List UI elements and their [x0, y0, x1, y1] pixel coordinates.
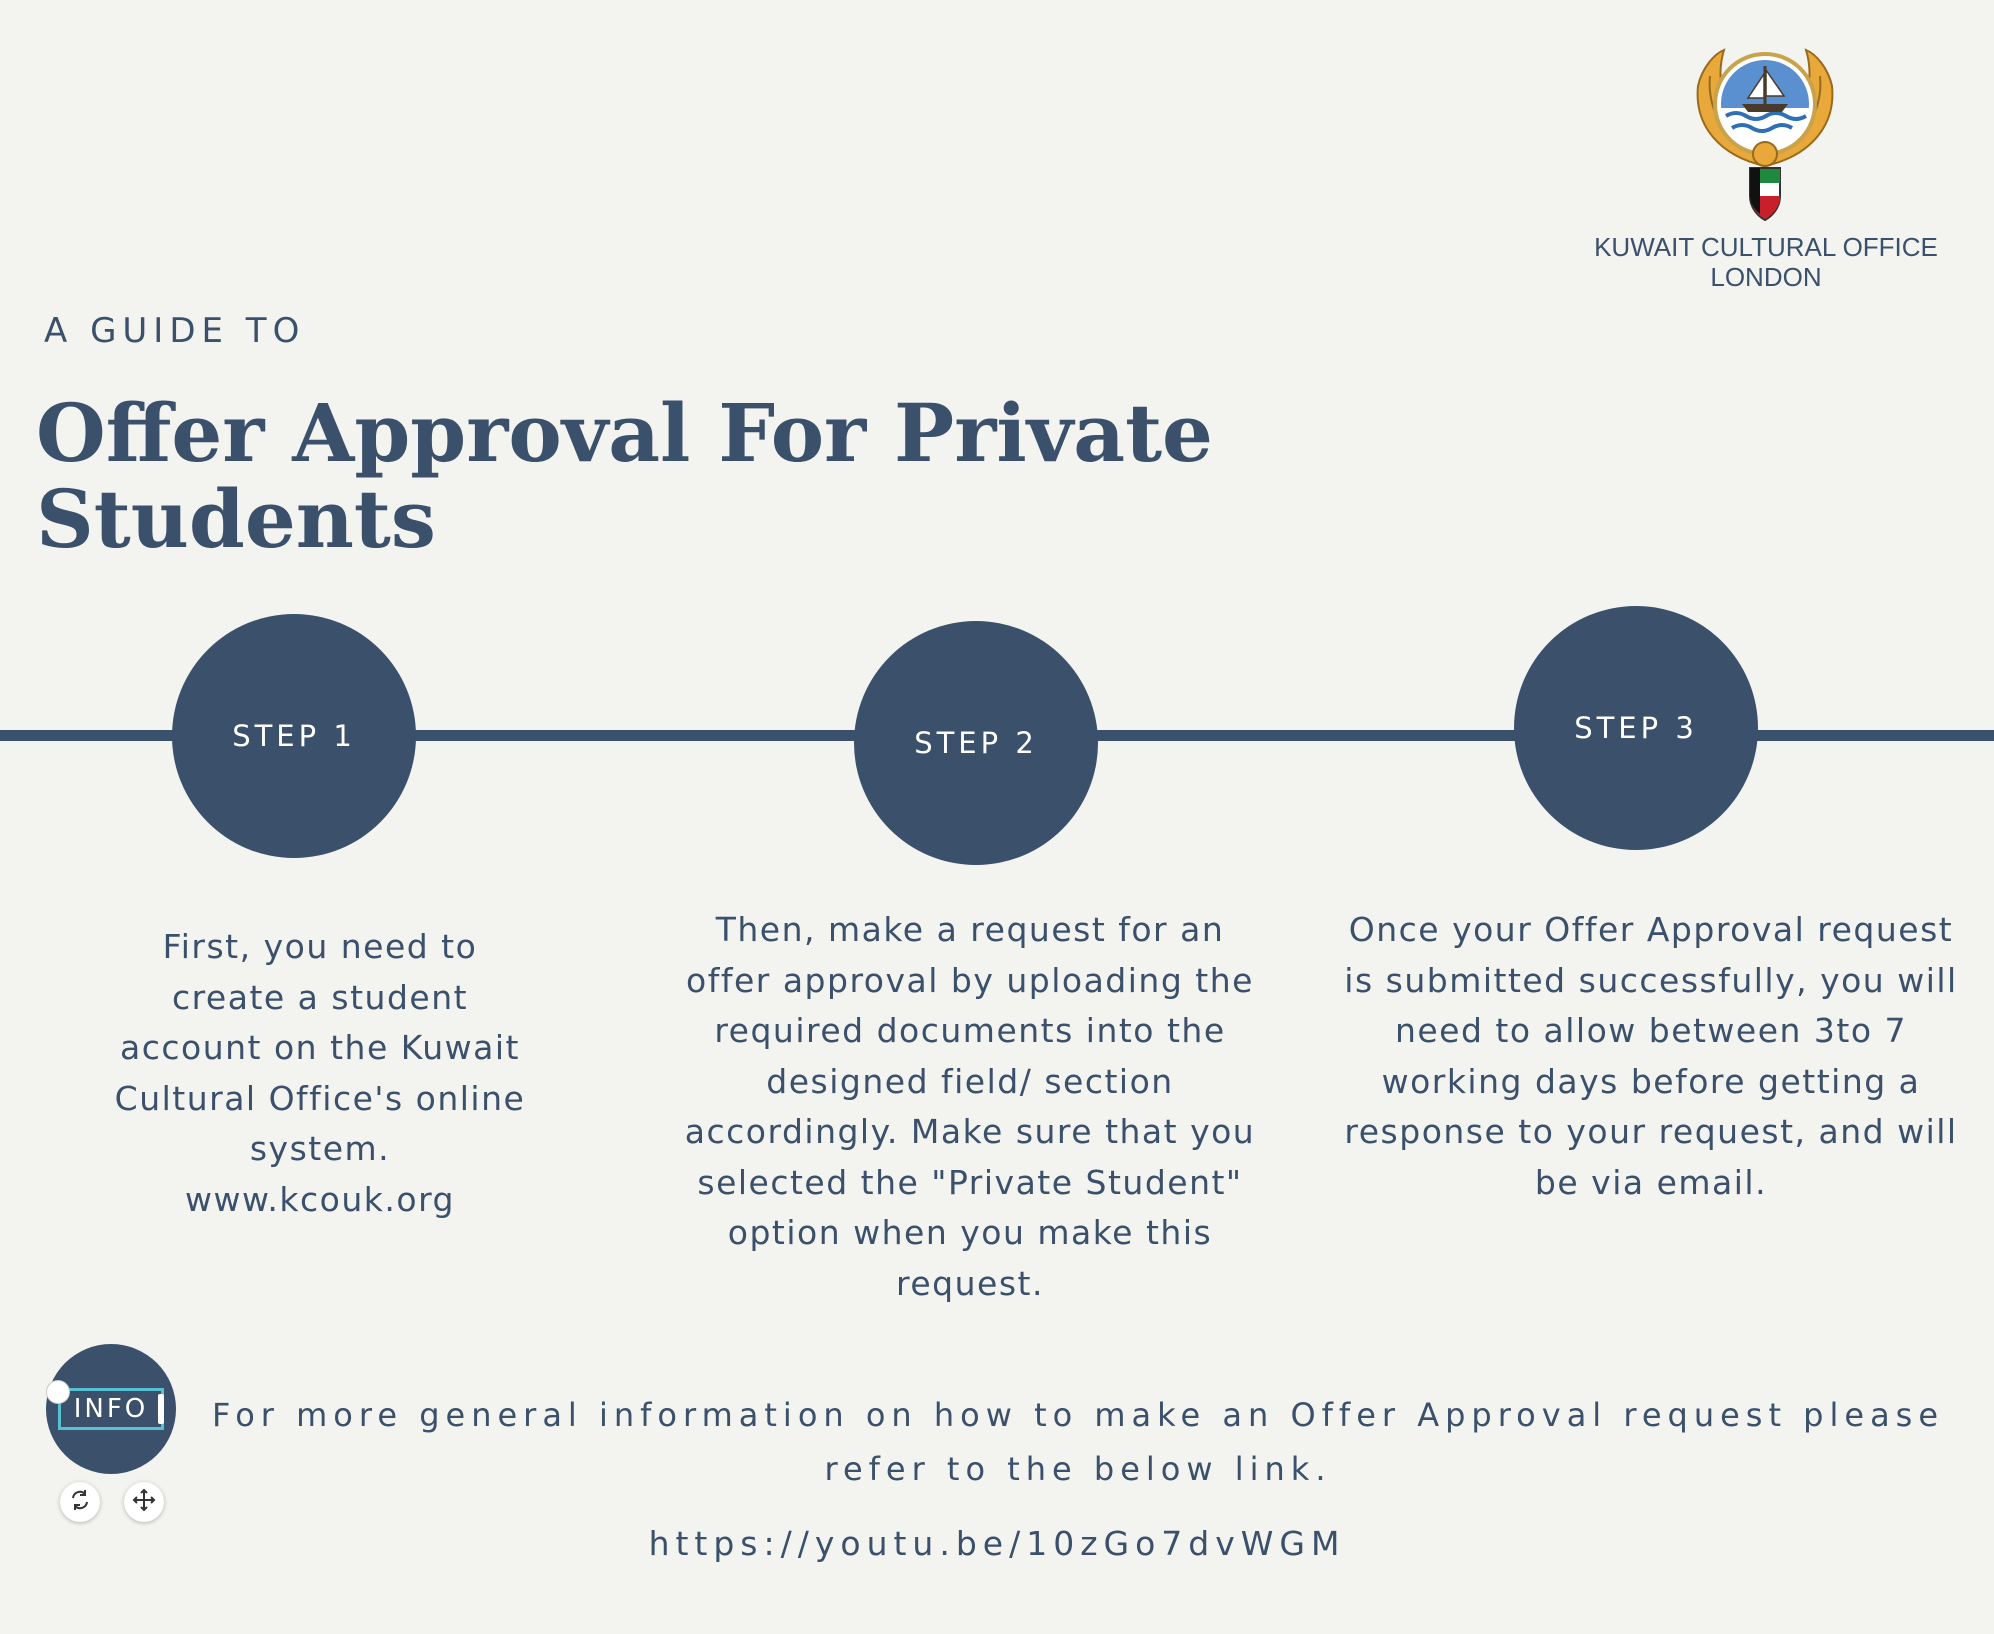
guide-kicker: A GUIDE TO: [44, 311, 306, 351]
rotate-button[interactable]: [60, 1482, 100, 1522]
step-3-line: Once your Offer Approval request: [1348, 910, 1954, 949]
step-2-line: designed field/ section: [766, 1061, 1174, 1101]
step-1-line: First, you need to: [162, 927, 478, 966]
step-2-line: offer approval by uploading the: [686, 960, 1254, 1000]
step-2-line: accordingly. Make sure that you: [684, 1112, 1256, 1151]
step-3-line: need to allow between 3to 7: [1394, 1011, 1908, 1050]
info-text-box[interactable]: [58, 1388, 164, 1430]
step-1-description: [100, 922, 540, 1225]
step-2-line: Then, make a request for an: [715, 910, 1225, 949]
step-3-line: response to your request, and will: [1344, 1112, 1958, 1151]
selection-handle[interactable]: [46, 1380, 70, 1404]
move-button[interactable]: [124, 1482, 164, 1522]
step-1-line: Cultural Office's online: [114, 1078, 526, 1118]
info-message-line: refer to the below link.: [824, 1450, 1332, 1488]
website-link[interactable]: www.kcouk.org: [184, 1179, 455, 1219]
step-1-line: create a student: [171, 977, 469, 1017]
step-3-circle: [1514, 606, 1758, 850]
office-name: KUWAIT CULTURAL OFFICE: [1594, 232, 1938, 262]
step-3-line: is submitted successfully, you will: [1344, 960, 1958, 1000]
step-2-circle: [854, 621, 1098, 865]
step-2-line: required documents into the: [714, 1011, 1226, 1050]
step-2-line: request.: [896, 1263, 1044, 1303]
step-1-line: system.: [249, 1129, 391, 1168]
step-1-circle: [172, 614, 416, 858]
info-message-line: For more general information on how to make an Offer Approval request please: [211, 1396, 1945, 1434]
info-message: [196, 1388, 1960, 1496]
office-city: LONDON: [1710, 262, 1822, 292]
kuwait-emblem-icon: [1680, 36, 1850, 222]
step-2-line: option when you make this: [727, 1213, 1213, 1252]
info-badge-label: INFO: [73, 1394, 149, 1424]
move-icon: [132, 1488, 156, 1516]
step-2-description: [668, 905, 1272, 1309]
resize-handle[interactable]: [158, 1394, 164, 1424]
rotate-icon: [68, 1488, 92, 1516]
step-2-line: selected the "Private Student": [697, 1162, 1243, 1202]
page-title: Offer Approval For Private Students: [36, 386, 1213, 566]
step-2-label: STEP 2: [914, 726, 1038, 760]
step-3-label: STEP 3: [1574, 711, 1698, 745]
step-1-label: STEP 1: [232, 719, 356, 753]
step-3-description: [1326, 905, 1976, 1208]
step-3-line: be via email.: [1534, 1162, 1768, 1202]
step-3-line: working days before getting a: [1381, 1061, 1921, 1101]
step-1-line: account on the Kuwait: [120, 1028, 520, 1067]
youtube-link[interactable]: https://youtu.be/10zGo7dvWGM: [648, 1524, 1346, 1563]
